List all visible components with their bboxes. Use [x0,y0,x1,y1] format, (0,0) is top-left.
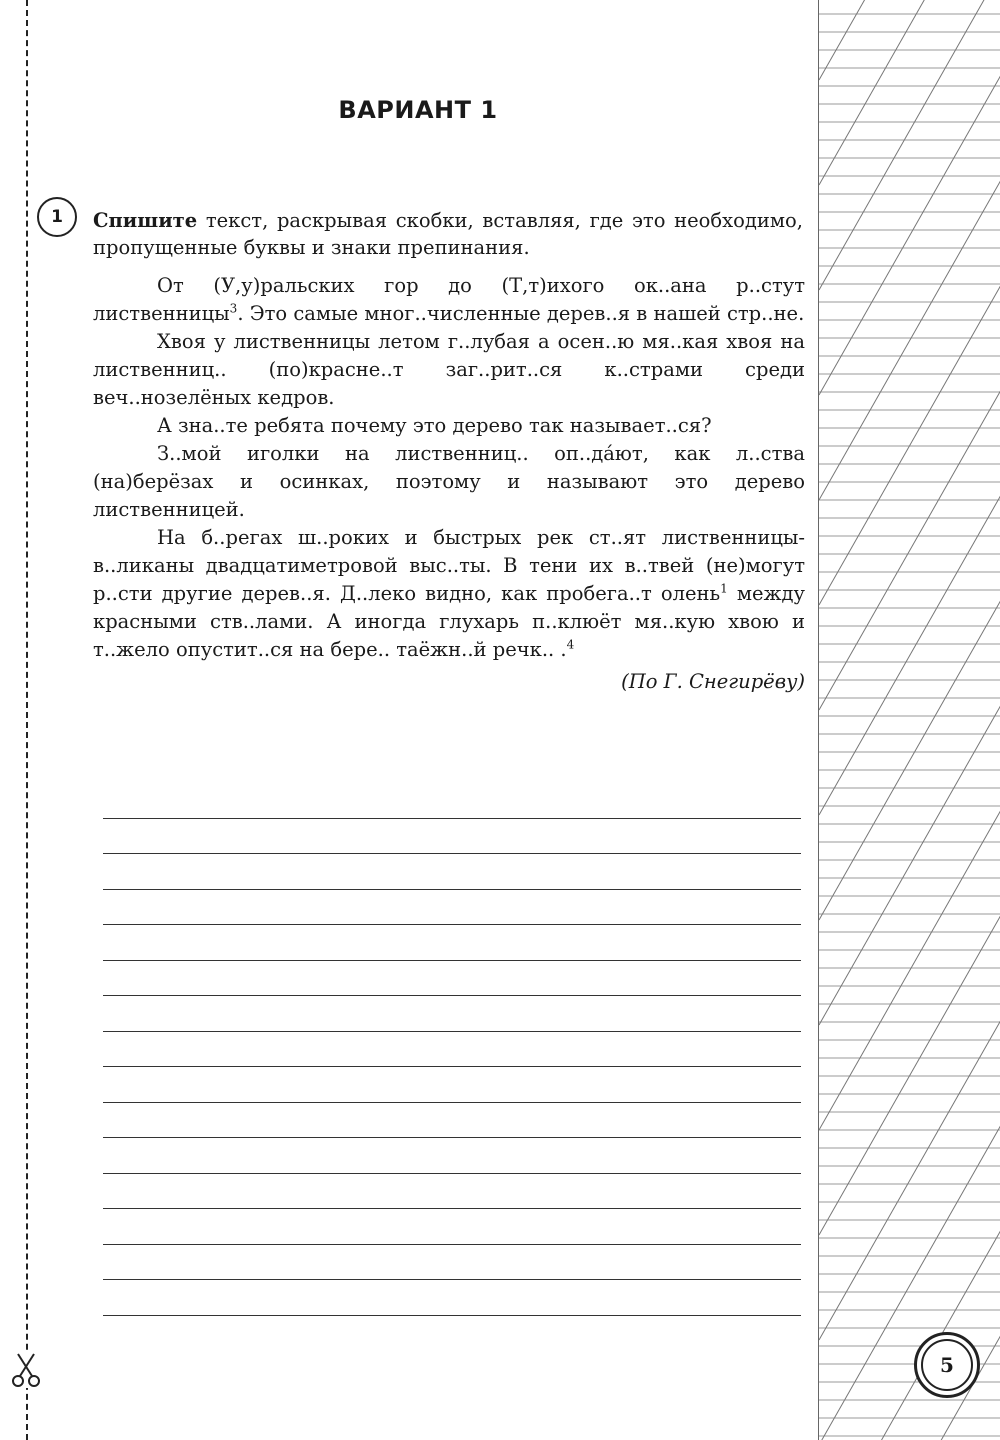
footnote-mark-1: 1 [720,581,728,596]
paragraph-1-text-a: От (У,у)ральских гор до (Т,т)ихого ок..ана р..стут лиственницы [93,274,805,325]
paragraph-1 [93,272,805,328]
margin-slant-line [819,1125,1000,1440]
answer-line[interactable] [103,925,801,961]
footnote-mark-4: 4 [566,637,575,652]
attribution: (По Г. Снегирёву) [621,670,805,693]
margin-slant-line [819,0,1000,290]
paragraph-5 [93,524,805,664]
page-number-badge [914,1332,980,1398]
answer-line[interactable] [103,1103,801,1139]
answer-line[interactable] [103,819,801,855]
margin-slant-line [819,915,1000,1235]
margin-slant-line [819,180,1000,500]
answer-line[interactable] [103,1245,801,1281]
answer-line[interactable] [103,1067,801,1103]
margin-slant-line [819,495,1000,815]
paragraph-5-text-b: между красными ств..лами. А иногда глухарь п..клюёт мя..кую хвою и т..жело опустит..ся на бере.. таёжн..й речк.. . [93,582,806,661]
margin-slant-line [819,600,1000,920]
calligraphy-margin-grid [818,0,1000,1440]
answer-line[interactable] [103,783,801,819]
instruction-text: текст, раскрывая скобки, вставляя, где это необходимо, пропущенные буквы и знаки препинания. [93,209,803,259]
page-number: 5 [921,1339,973,1391]
paragraph-3: А зна..те ребята почему это дерево так называет..ся? [157,414,712,437]
scissors-icon [10,1352,42,1388]
cut-line [26,0,28,1440]
instruction-verb: Спишите [93,209,198,232]
answer-line[interactable] [103,1174,801,1210]
task-instruction [93,207,803,261]
answer-line[interactable] [103,996,801,1032]
margin-slant-line [819,705,1000,1025]
margin-slant-line [819,0,1000,185]
answer-lines[interactable] [103,783,801,1316]
margin-slant-line [819,1230,1000,1440]
footnote-mark-3: 3 [229,301,238,316]
answer-line[interactable] [103,1280,801,1316]
paragraph-4: З..мой иголки на лиственниц.. оп..да́ют, как л..ства (на)берёзах и осинках, поэтому и называют это дерево лиственницей. [93,442,805,521]
page-title: ВАРИАНТ 1 [338,96,498,124]
paragraph-5-text-a: На б..регах ш..роких и быстрых рек ст..ят лиственницы-в..ликаны двадцатиметровой выс..ты. В тени их в..твей (не)могут р..сти другие дерев..я. Д..леко видно, как пробега..т олень [93,526,805,605]
answer-line[interactable] [103,890,801,926]
task-number-badge: 1 [37,197,77,237]
answer-line[interactable] [103,1209,801,1245]
paragraph-2: Хвоя у лиственницы летом г..лубая а осен..ю мя..кая хвоя на лиственниц.. (по)красне..т заг..рит..ся к..страми среди веч..нозелёных кедров. [93,330,805,409]
dictation-passage [93,272,805,696]
margin-slant-line [819,810,1000,1130]
answer-line[interactable] [103,854,801,890]
margin-slant-line [819,285,1000,605]
paragraph-1-text-b: . Это самые мног..численные дерев..я в нашей стр..не. [237,302,805,325]
answer-line[interactable] [103,1032,801,1068]
answer-line[interactable] [103,961,801,997]
margin-slant-line [819,75,1000,395]
answer-line[interactable] [103,1138,801,1174]
